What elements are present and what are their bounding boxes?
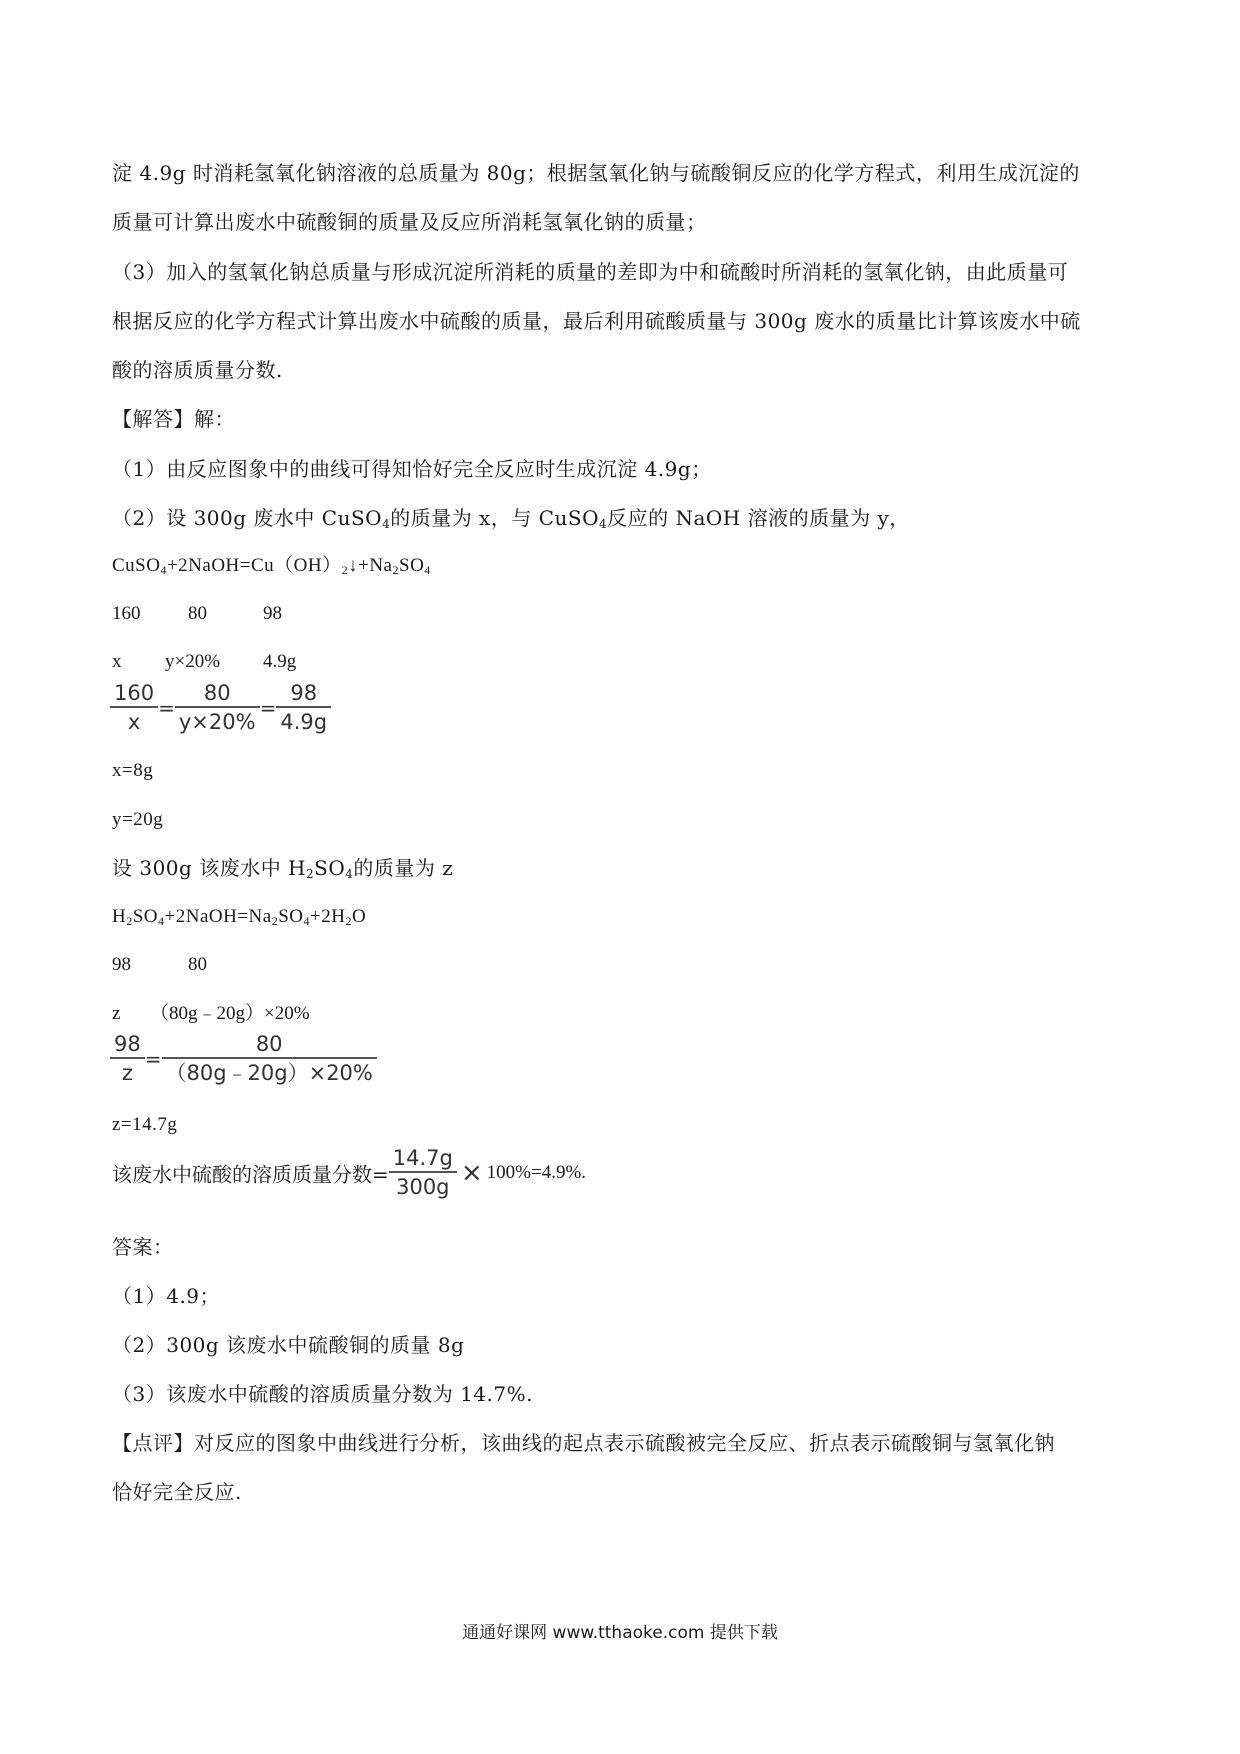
solution-step-1: （1）由反应图象中的曲线可得知恰好完全反应时生成沉淀 4.9g； <box>112 457 712 481</box>
analysis-line-2: 质量可计算出废水中硫酸铜的质量及反应所消耗氢氧化钠的质量； <box>112 210 707 234</box>
analysis-line-1: 淀 4.9g 时消耗氢氧化钠溶液的总质量为 80g；根据氢氧化钠与硫酸铜反应的化学方程式，利用生成沉淀的 <box>112 161 1080 185</box>
ratio-1-a: 160 <box>112 603 141 624</box>
vars-1-a: x <box>112 651 122 672</box>
vars-1-b: y×20% <box>165 651 221 672</box>
fraction-equation-1: $\frac{160}{x}$ = $\frac{80}{y\times 20\%}$ = $\frac{98}{4.9g}$ <box>110 680 331 736</box>
solution-step-2: （2）设 300g 废水中 CuSO$_4$的质量为 x，与 CuSO$_4$反应的 NaOH 溶液的质量为 y， <box>112 506 910 531</box>
z-result: z=14.7g <box>112 1114 178 1135</box>
fraction: $\frac{160}{x}$ <box>110 680 158 736</box>
ratio-2-a: 98 <box>112 954 131 975</box>
vars-2-a: z <box>112 1003 121 1024</box>
ratio-2-b: 80 <box>188 954 207 975</box>
answer-1: （1）4.9； <box>112 1284 221 1308</box>
y-result: y=20g <box>112 809 164 830</box>
answer-3: （3）该废水中硫酸的溶质质量分数为 14.7%. <box>112 1382 533 1406</box>
solution-heading: 【解答】解： <box>112 407 235 431</box>
ratio-1-b: 80 <box>188 603 207 624</box>
fraction: $\frac{98}{z}$ <box>110 1031 145 1087</box>
set-z-line: 设 300g 该废水中 $H_2SO_4$的质量为 z <box>112 856 454 881</box>
analysis-line-3: （3）加入的氢氧化钠总质量与形成沉淀所消耗的质量的差即为中和硫酸时所消耗的氢氧化钠，由此质量可 <box>112 260 1069 284</box>
fraction-equation-2: $\frac{98}{z}$ = $\frac{80}{(80g﹣20g)\times 20\%}$ <box>110 1031 377 1087</box>
vars-1-c: 4.9g <box>263 651 297 672</box>
x-result: x=8g <box>112 760 154 781</box>
fraction: $\frac{80}{y\times 20\%}$ <box>175 680 260 736</box>
fraction: $\frac{80}{(80g﹣20g)\times 20\%}$ <box>162 1031 377 1087</box>
ratio-1-c: 98 <box>263 603 282 624</box>
comment-line-1: 【点评】对反应的图象中曲线进行分析，该曲线的起点表示硫酸被完全反应、折点表示硫酸铜与氢氧化钠 <box>112 1431 1055 1455</box>
answer-2: （2）300g 该废水中硫酸铜的质量 8g <box>112 1333 465 1357</box>
vars-2-b: （80g﹣20g）×20% <box>150 1003 310 1024</box>
comment-line-2: 恰好完全反应. <box>112 1480 242 1504</box>
answer-heading: 答案： <box>112 1235 174 1259</box>
fraction: $\frac{14.7g}{300g}$ <box>389 1145 457 1201</box>
equation-1: $CuSO_4+2NaOH=Cu(OH)_2↓+Na_2SO_4$ <box>112 555 431 577</box>
mass-fraction-line: 该废水中硫酸的溶质质量分数= $\frac{14.7g}{300g}$ × 100%=4.9%. <box>112 1146 587 1199</box>
analysis-line-4: 根据反应的化学方程式计算出废水中硫酸的质量，最后利用硫酸质量与 300g 废水的质量比计算该废水中硫 <box>112 309 1081 333</box>
fraction: $\frac{98}{4.9g}$ <box>276 680 331 736</box>
analysis-line-5: 酸的溶质质量分数. <box>112 358 283 382</box>
page-footer: 通通好课网 www.tthaoke.com 提供下载 <box>462 1623 778 1643</box>
equation-2: $H_2SO_4+2NaOH=Na_2SO_4+2H_2O$ <box>112 906 367 928</box>
